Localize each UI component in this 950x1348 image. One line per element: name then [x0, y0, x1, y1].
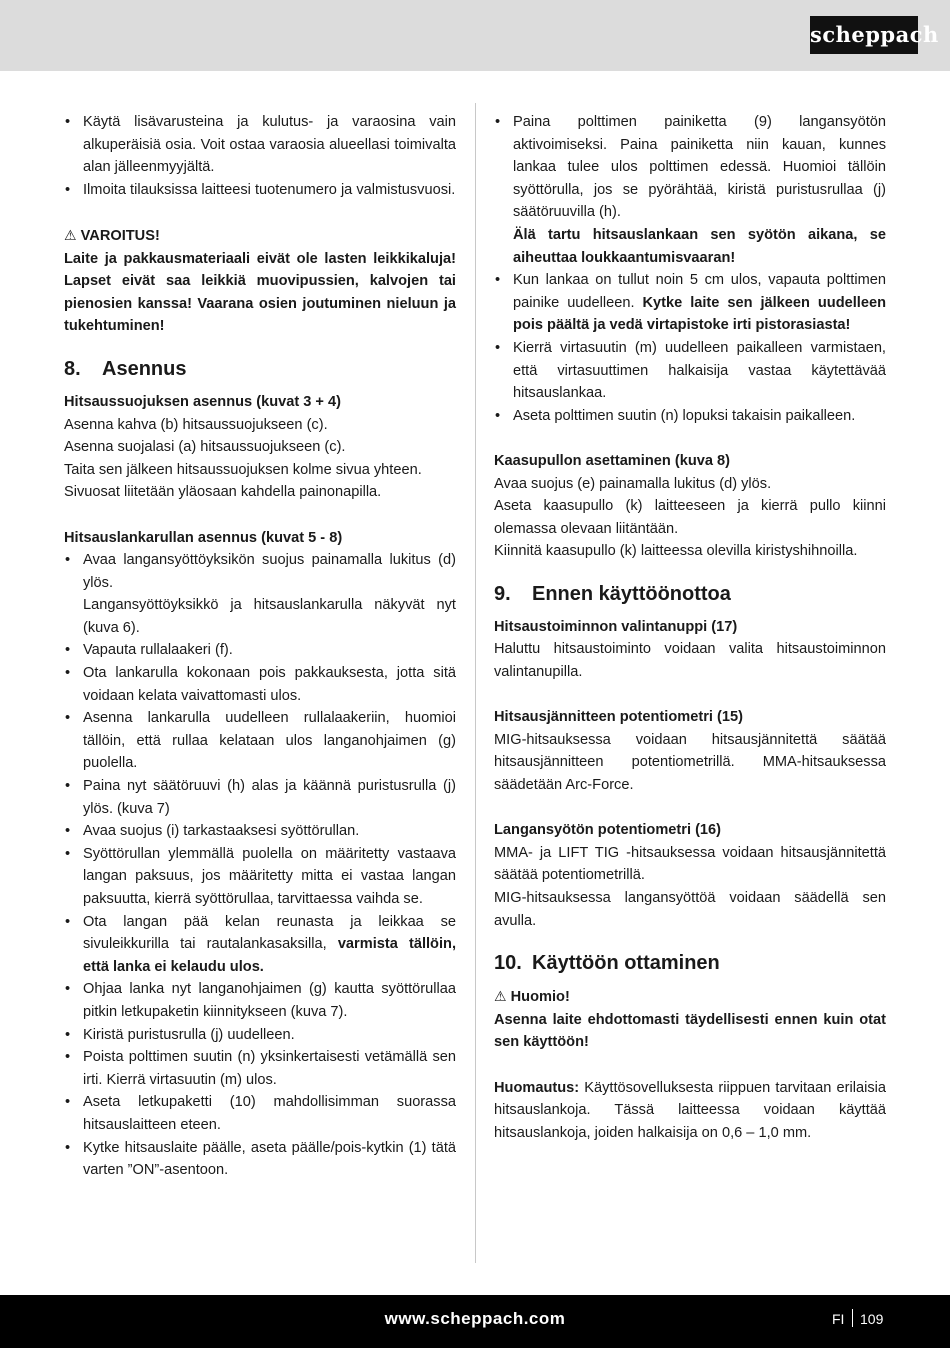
intro-list: [64, 111, 456, 201]
section-number: 9.: [494, 582, 511, 605]
list-item: • Käytä lisävarusteina ja kulutus- ja varaosina vain alkuperäisiä osia. Voit ostaa varaosia alueellasi toimivalta alan jälleenmyyjältä.: [64, 111, 456, 179]
subheading-feed: Langansyötön potentiometri (16): [494, 822, 722, 839]
notice-heading: [494, 985, 886, 1009]
list-item: • Asenna lankarulla uudelleen rullalaakeriin, huomioi tällöin, että rullaa kelataan ulos langanohjaimen (g) puolella.: [64, 707, 456, 775]
subheading-mode: Hitsaustoiminnon valintanuppi (17): [494, 618, 738, 635]
notice-title: Huomio!: [510, 989, 570, 1006]
section-heading-8: [64, 349, 456, 391]
text-paragraph: MMA- ja LIFT TIG -hitsauksessa voidaan hitsausjännitettä säätää potentiometrillä.: [494, 844, 886, 884]
section-title: Asennus: [102, 357, 187, 380]
text-line: Kiinnitä kaasupullo (k) laitteessa olevilla kiristyshihnoilla.: [494, 543, 858, 560]
warning-text: Laite ja pakkausmateriaali eivät ole lasten leikkikaluja! Lapset eivät saa leikkiä muovipussien, kalvojen tai pienosien kanssa! Vaarana osien joutuminen nieluun ja tukehtuminen!: [64, 250, 456, 335]
page-number: 109: [860, 1311, 884, 1327]
text-line: Aseta kaasupullo (k) laitteeseen ja kierrä pullo kiinni olemassa olevaan liitäntään.: [494, 498, 886, 537]
list-item: • Ilmoita tilauksissa laitteesi tuotenumero ja valmistusvuosi.: [64, 179, 456, 202]
list-item: • Ohjaa lanka nyt langanohjaimen (g) kautta syöttörullaa pitkin letkupaketin kiinnitykseen (kuva 7).: [64, 978, 456, 1023]
left-column: [64, 111, 456, 1182]
list-item: • Avaa suojus (i) tarkastaaksesi syöttörullan.: [64, 820, 456, 843]
list-item: • Aseta letkupaketti (10) mahdollisimman suorassa hitsauslaitteen eteen.: [64, 1091, 456, 1136]
text-line: Avaa suojus (e) painamalla lukitus (d) ylös.: [494, 475, 772, 492]
list-item: • Kytke hitsauslaite päälle, aseta päälle/pois-kytkin (1) tätä varten ”ON”-asentoon.: [64, 1137, 456, 1182]
list-item-note: Langansyöttöyksikkö ja hitsauslankarulla näkyvät nyt (kuva 6).: [83, 597, 456, 636]
list-item: • Avaa langansyöttöyksikön suojus painamalla lukitus (d) ylös.: [64, 549, 456, 594]
header-bar: [0, 0, 950, 71]
section-number: 8.: [64, 357, 81, 380]
item-emphasis: Kytke laite sen jälkeen uudelleen pois päältä ja vedä virtapistoke irti pistorasiasta!: [513, 294, 886, 334]
footer-url[interactable]: www.scheppach.com: [384, 1309, 566, 1328]
note-label: Huomautus:: [494, 1079, 580, 1096]
brand-logo: scheppach: [810, 16, 918, 54]
warning-triangle-icon: ⚠: [494, 988, 507, 1005]
item-text: Ota langan pää kelan reunasta ja leikkaa se sivuleikkurilla tai rautalankasaksilla,: [83, 913, 456, 953]
list-item: • Ota lankarulla kokonaan pois pakkauksesta, jotta sitä voidaan kelata vaivattomasti ulos.: [64, 662, 456, 707]
list-item: • Poista polttimen suutin (n) yksinkertaisesti vetämällä sen irti. Kierrä virtasuutin (m) ulos.: [64, 1046, 456, 1091]
text-line: Asenna kahva (b) hitsaussuojukseen (c).: [64, 416, 328, 433]
list-item: [494, 269, 886, 337]
section-title: Ennen käyttöönottoa: [532, 582, 731, 605]
list-item: • Aseta polttimen suutin (n) lopuksi takaisin paikalleen.: [494, 405, 886, 428]
list-item: • Syöttörullan ylemmällä puolella on määritetty vastaava langan paksuus, jos määritetty mitta ei vastaa langan paksuutta, kierrä syöttörullaa, tarvittaessa vaihda se.: [64, 843, 456, 911]
list-item: • Kiristä puristusrulla (j) uudelleen.: [64, 1024, 456, 1047]
list-item: [64, 911, 456, 979]
list-item: • Vapauta rullalaakeri (f).: [64, 639, 456, 662]
subheading-shield: Hitsaussuojuksen asennus (kuvat 3 + 4): [64, 393, 341, 410]
text-line: Asenna suojalasi (a) hitsaussuojukseen (c).: [64, 439, 346, 456]
note-text: Käyttösovelluksesta riippuen tarvitaan erilaisia hitsauslankoja. Tässä laitteessa voidaan käyttää hitsauslankoja, joiden halkaisija on 0,6 – 1,0 mm.: [494, 1079, 886, 1141]
text-line: Taita sen jälkeen hitsaussuojuksen kolme sivua yhteen.: [64, 461, 422, 478]
reel-list-continued: [64, 639, 456, 1181]
item-text: Kun lankaa on tullut noin 5 cm ulos, vapauta polttimen painike uudelleen.: [513, 272, 886, 311]
reel-list: [64, 549, 456, 594]
subheading-reel: Hitsauslankarullan asennus (kuvat 5 - 8): [64, 529, 343, 546]
list-item: [494, 111, 886, 269]
footer-separator: [852, 1309, 853, 1327]
footer-bar: [0, 1295, 950, 1348]
notice-text: Asenna laite ehdottomasti täydellisesti ennen kuin otat sen käyttöön!: [494, 1011, 886, 1051]
item-emphasis: varmista tällöin, että lanka ei kelaudu ulos.: [83, 936, 456, 975]
section-heading-9: [494, 574, 886, 616]
section-number: 10.: [494, 952, 522, 975]
warning-triangle-icon: ⚠: [64, 226, 77, 243]
subheading-gas: Kaasupullon asettaminen (kuva 8): [494, 452, 730, 469]
warning-heading: [64, 224, 456, 248]
text-paragraph: Haluttu hitsaustoiminto voidaan valita hitsaustoiminnon valintanupilla.: [494, 641, 886, 681]
torch-list: [494, 111, 886, 427]
footer-language: FI: [832, 1311, 845, 1327]
subheading-voltage: Hitsausjännitteen potentiometri (15): [494, 709, 743, 726]
text-line: Sivuosat liitetään yläosaan kahdella painonapilla.: [64, 484, 382, 501]
note-paragraph: [494, 1077, 886, 1145]
list-item: • Kierrä virtasuutin (m) uudelleen paikalleen varmistaen, että virtasuuttimen halkaisija vastaa käytettävää hitsauslankaa.: [494, 337, 886, 405]
section-heading-10: [494, 943, 886, 985]
warning-title: VAROITUS!: [80, 227, 160, 244]
section-title: Käyttöön ottaminen: [532, 952, 720, 975]
item-emphasis: Älä tartu hitsauslankaan sen syötön aikana, se aiheuttaa loukkaantumisvaaran!: [513, 226, 886, 266]
text-paragraph: MIG-hitsauksessa voidaan hitsausjännitettä säätää hitsausjännitteen potentiometrillä. MMA-hitsauksessa säädetään Arc-Force.: [494, 731, 886, 794]
right-column: [494, 111, 886, 1144]
text-paragraph: MIG-hitsauksessa langansyöttöä voidaan säädellä sen avulla.: [494, 890, 886, 929]
column-divider: [475, 103, 476, 1263]
item-text: Paina polttimen painiketta (9) langansyötön aktivoimiseksi. Paina painiketta niin kauan, kunnes lankaa tulee ulos polttimen edessä. Huomioi tällöin syöttörulla, jos se pyörähtää, kiristä puristusrullaa (j) säätöruuvilla (h).: [513, 114, 886, 221]
list-item: • Paina nyt säätöruuvi (h) alas ja käännä puristusrulla (j) ylös. (kuva 7): [64, 775, 456, 820]
